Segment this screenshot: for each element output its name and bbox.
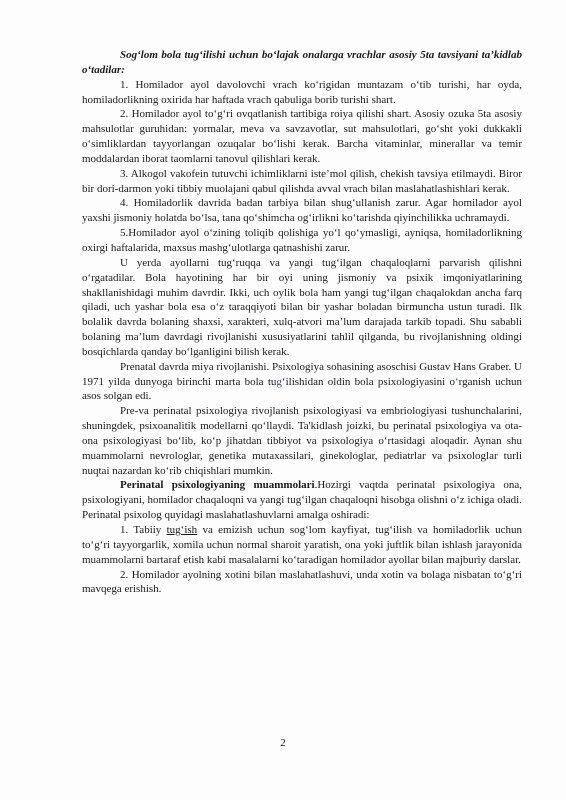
prenatal-text-start: Prenatal davrda miya rivojlanishi. Psixologiya sohasining asoschisi Gustav Hans Graber. U 1971 yilda dunyoga birinchi marta bola tu: [82, 360, 522, 388]
problems-text: .Hozirgi vaqtda perinatal psixologiya ona, psixologiyani, homilador chaqaloqni va yangi tug‘ilgan chaqaloqni hisobga olishni o‘z ichiga oladi. Perinatal psixolog quyidagi maslahatlashuvlarni amalga oshiradi:: [82, 479, 522, 522]
section-heading: Sog‘lom bola tug‘ilishi uchun bo‘lajak onalarga vrachlar asosiy 5ta tavsiyani ta’kidlab o‘tadilar:: [82, 49, 522, 76]
paragraph-perinatal: Pre-va perinatal psixologiya rivojlanish psixologiyasi va embriologiyasi tushunchalarini, shuningdek, psixoanalitik modellarni qo‘llaydi. Ta'kidlash joizki, bu perinatal psixologiya va ota-ona psixologiyasi bo‘lib, ko‘p jihatdan tibbiyot va psixologiya o‘rtasidagi aloqadir. Aynan shu muammolarni nevrologlar, genetika mutaxassilari, ginekologlar, pediatrlar va psixologlar turli nuqtai nazardan ko‘rib chiqishlari mumkin.: [82, 405, 522, 477]
underlined-word: tug‘ish: [166, 524, 198, 536]
paragraph-early-childhood: U yerda ayollarni tug‘ruqqa va yangi tug‘ilgan chaqaloqlarni parvarish qilishni o‘rgatadilar. Bola hayotining har bir oyi uning jismoniy va psixik imqoniyatlarining shakllanishidagi muhim davrdir. Ikki, uch oylik bola ham yangi tug‘ilgan chaqalokdan ancha farq qiladi, uch yashar bola esa o‘z taraqqiyoti bilan bir yashar boladan birmuncha ustun turadi. Ilk bolalik davrda bolaning shaxsi, xarakteri, xulq-atvori ma’lum darajada tarkib topadi. Shu sababli bolaning ma’lum davrdagi rivojlanishi xususiyatlarini tahlil qilganda, bu rivojlanishning oldingi bosqichlarda qanday bo‘lganligini bilish kerak.: [82, 256, 522, 358]
document-body: [82, 48, 522, 597]
paragraph-prenatal: [82, 360, 522, 405]
list-item-1-start: 1. Tabiiy: [120, 524, 167, 536]
recommendation-1: 1. Homilador ayol davolovchi vrach ko‘rigidan muntazam o‘tib turishi, har oyda, homiladorlikning oxirida har haftada vrach qabuliga borib turishi shart.: [82, 78, 522, 106]
prenatal-highlight-2: ‘: [454, 375, 459, 388]
paragraph-problems: [82, 478, 522, 523]
prenatal-text-middle: ‘ilishidan oldin bola psixologiyasini o: [281, 375, 455, 388]
recommendation-3: 3. Alkogol vakofein tutuvchi ichimliklarni iste’mol qilish, chekish tavsiya etilmaydi. Biror bir dori-darmon yoki tibbiy muolajani qabul qilishda avval vrach bilan maslahatlashishlari kerak.: [82, 167, 522, 195]
prenatal-highlight-1: g: [276, 375, 282, 388]
recommendation-4: 4. Homiladorlik davrida badan tarbiya bilan shug‘ullanish zarur. Agar homilador ayol yaxshi jismoniy holatda bo‘lsa, tana qo‘shimcha og‘irlikni ko‘tarishda qiyinchilikka uchramaydi.: [82, 197, 522, 225]
problems-subheading: Perinatal psixologiyaning muammolari: [120, 479, 315, 492]
list-item-2: 2. Homilador ayolning xotini bilan maslahatlashuvi, unda xotin va bolaga nisbatan to‘g‘ri mavqega erishish.: [82, 568, 522, 596]
list-item-1: [82, 523, 522, 568]
page-number: 2: [280, 737, 286, 749]
prenatal-text-end: rganish uchun asos solgan edi.: [82, 375, 522, 403]
recommendation-2: 2. Homilador ayol to‘g‘ri ovqatlanish tartibiga roiya qilishi shart. Asosiy ozuka 5ta asosiy mahsulotlar guruhidan: yormalar, meva va savzavotlar, sut mahsulotlari, go‘sht yoki dukkakli o‘simliklardan tayyorlangan ozuqalar bo‘lishi kerak. Barcha vitaminlar, minerallar va temir moddalardan iborat taomlarni tanovul qilishlari kerak.: [82, 108, 522, 165]
list-item-1-rest: va emizish uchun sog‘lom kayfiyat, tug‘ilish va homiladorlik uchun to‘g‘ri tayyorgarlik, xomila uchun normal sharoit yaratish, ona yoki juftlik bilan ishlash jarayonida muammolarni bartaraf etish kabi masalalarni ko‘taradigan homilador ayollar bilan majburiy darslar.: [82, 524, 522, 566]
recommendation-5: 5.Homilador ayol o‘zining toliqib qolishiga yo‘l qo‘ymasligi, ayniqsa, homiladorlikning oxirgi haftalarida, maxsus mashg‘ulotlarga qatnashishi zarur.: [82, 227, 522, 254]
